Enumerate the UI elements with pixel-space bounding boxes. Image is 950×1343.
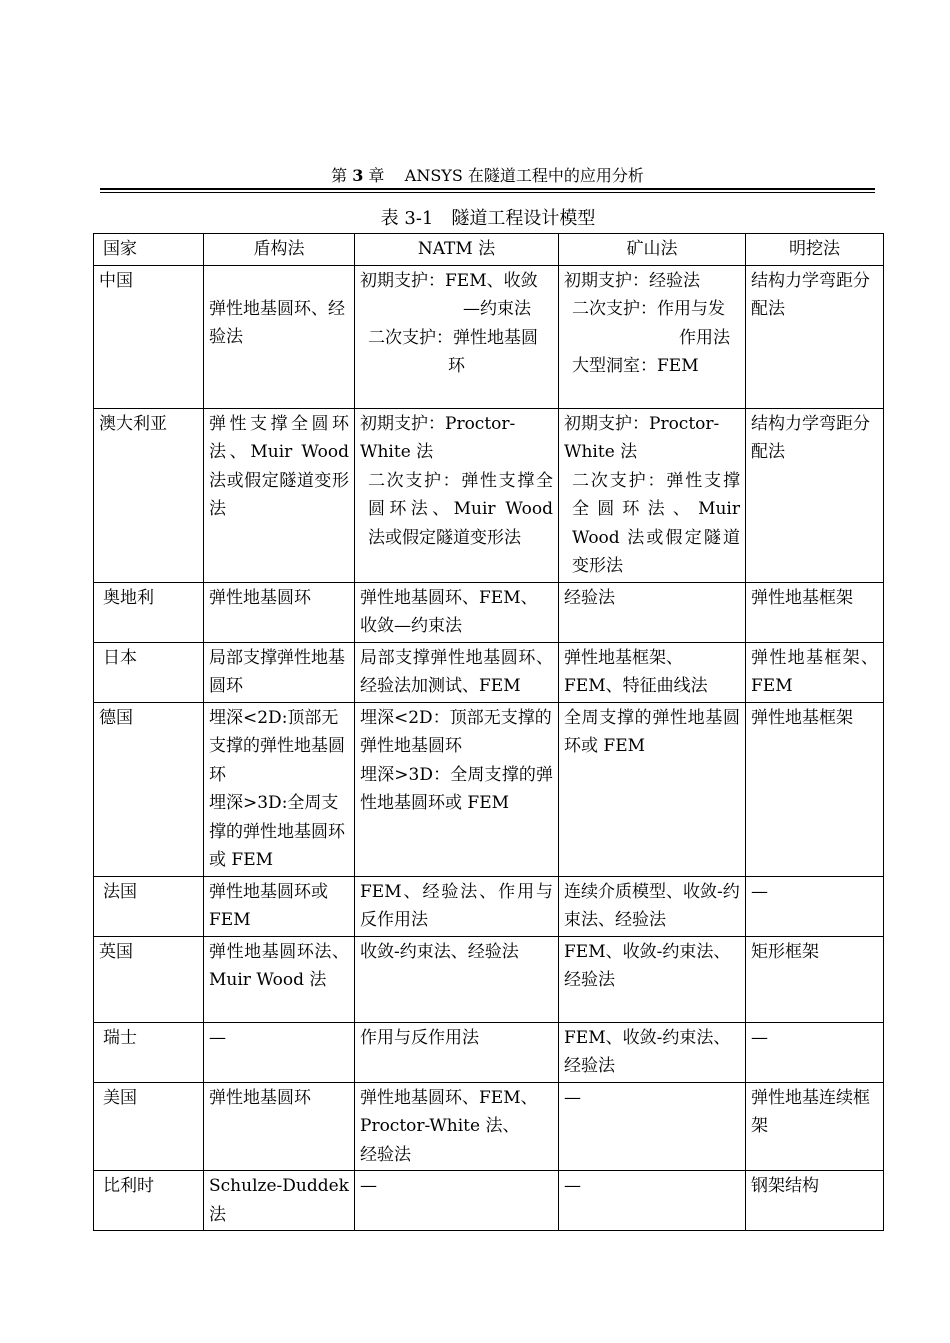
cell-natm: — (355, 1171, 559, 1231)
table-row (94, 582, 884, 642)
cell-natm: 作用与反作用法 (355, 1022, 559, 1082)
cell-natm: 埋深<2D：顶部无支撑的弹性地基圆环 埋深>3D：全周支撑的弹性地基圆环或 FEM (355, 702, 559, 876)
cell-open-cut: 矩形框架 (746, 936, 884, 1022)
cell-country: 中国 (94, 265, 204, 408)
cell-country: 英国 (94, 936, 204, 1022)
chapter-title: ANSYS 在隧道工程中的应用分析 (404, 166, 644, 185)
cell-shield: 弹性地基圆环、经验法 (204, 265, 355, 408)
chapter-number: 3 (352, 166, 364, 185)
table-caption: 表 3-1 隧道工程设计模型 (380, 208, 596, 229)
cell-mining: 经验法 (559, 582, 746, 642)
design-model-table (93, 233, 884, 1231)
col-header-country: 国家 (94, 234, 204, 266)
col-header-natm: NATM 法 (355, 234, 559, 266)
cell-natm: 弹性地基圆环、FEM、 Proctor-White 法、 经验法 (355, 1082, 559, 1171)
cell-mining: 弹性地基框架、FEM、特征曲线法 (559, 642, 746, 702)
cell-mining: FEM、收敛-约束法、经验法 (559, 936, 746, 1022)
table-row (94, 642, 884, 702)
cell-open-cut: 结构力学弯距分配法 (746, 265, 884, 408)
cell-shield: 弹性地基圆环 (204, 1082, 355, 1171)
cell-open-cut: 弹性地基框架 (746, 582, 884, 642)
cell-country: 德国 (94, 702, 204, 876)
table-row (94, 1082, 884, 1171)
cell-country: 奥地利 (94, 582, 204, 642)
cell-mining: 连续介质模型、收敛-约束法、经验法 (559, 876, 746, 936)
table-row (94, 876, 884, 936)
cell-shield: 埋深<2D:顶部无支撑的弹性地基圆环 埋深>3D:全周支撑的弹性地基圆环或 FEM (204, 702, 355, 876)
table-row (94, 265, 884, 408)
cell-open-cut: — (746, 876, 884, 936)
cell-mining: — (559, 1171, 746, 1231)
header-rule-thin (100, 192, 875, 193)
table-row (94, 702, 884, 876)
cell-shield: 弹性地基圆环 (204, 582, 355, 642)
cell-country: 瑞士 (94, 1022, 204, 1082)
table-row (94, 408, 884, 582)
cell-open-cut: — (746, 1022, 884, 1082)
cell-mining: 初期支护：Proctor-White 法 二次支护：弹性支撑全圆环法、Muir Wood 法或假定隧道变形法 (559, 408, 746, 582)
chapter-prefix: 第 (331, 166, 348, 185)
cell-shield: Schulze-Duddek 法 (204, 1171, 355, 1231)
cell-mining: — (559, 1082, 746, 1171)
cell-shield: 局部支撑弹性地基圆环 (204, 642, 355, 702)
cell-mining: FEM、收敛-约束法、经验法 (559, 1022, 746, 1082)
col-header-shield: 盾构法 (204, 234, 355, 266)
cell-natm: FEM、经验法、作用与反作用法 (355, 876, 559, 936)
cell-shield: 弹性地基圆环或 FEM (204, 876, 355, 936)
cell-open-cut: 弹性地基框架、FEM (746, 642, 884, 702)
cell-natm: 初期支护：FEM、收敛 —约束法 二次支护：弹性地基圆 环 (355, 265, 559, 408)
cell-natm: 弹性地基圆环、FEM、收敛—约束法 (355, 582, 559, 642)
table-row (94, 1022, 884, 1082)
cell-mining: 初期支护：经验法 二次支护：作用与发 作用法 大型洞室：FEM (559, 265, 746, 408)
table-row (94, 1171, 884, 1231)
running-header (100, 162, 875, 190)
col-header-open-cut: 明挖法 (746, 234, 884, 266)
col-header-mining: 矿山法 (559, 234, 746, 266)
table-header-row (94, 234, 884, 266)
cell-open-cut: 弹性地基连续框架 (746, 1082, 884, 1171)
cell-natm: 收敛-约束法、经验法 (355, 936, 559, 1022)
chapter-suffix: 章 (368, 166, 385, 185)
cell-natm: 初期支护：Proctor-White 法 二次支护：弹性支撑全圆环法、Muir Wood 法或假定隧道变形法 (355, 408, 559, 582)
cell-mining: 全周支撑的弹性地基圆环或 FEM (559, 702, 746, 876)
header-rule-thick (100, 188, 875, 190)
cell-natm: 局部支撑弹性地基圆环、经验法加测试、FEM (355, 642, 559, 702)
cell-country: 澳大利亚 (94, 408, 204, 582)
cell-open-cut: 弹性地基框架 (746, 702, 884, 876)
cell-country: 日本 (94, 642, 204, 702)
cell-country: 比利时 (94, 1171, 204, 1231)
table-row (94, 936, 884, 1022)
cell-shield: — (204, 1022, 355, 1082)
cell-shield: 弹性支撑全圆环法、Muir Wood 法或假定隧道变形法 (204, 408, 355, 582)
cell-open-cut: 结构力学弯距分配法 (746, 408, 884, 582)
cell-country: 美国 (94, 1082, 204, 1171)
cell-shield: 弹性地基圆环法、Muir Wood 法 (204, 936, 355, 1022)
cell-country: 法国 (94, 876, 204, 936)
cell-open-cut: 钢架结构 (746, 1171, 884, 1231)
